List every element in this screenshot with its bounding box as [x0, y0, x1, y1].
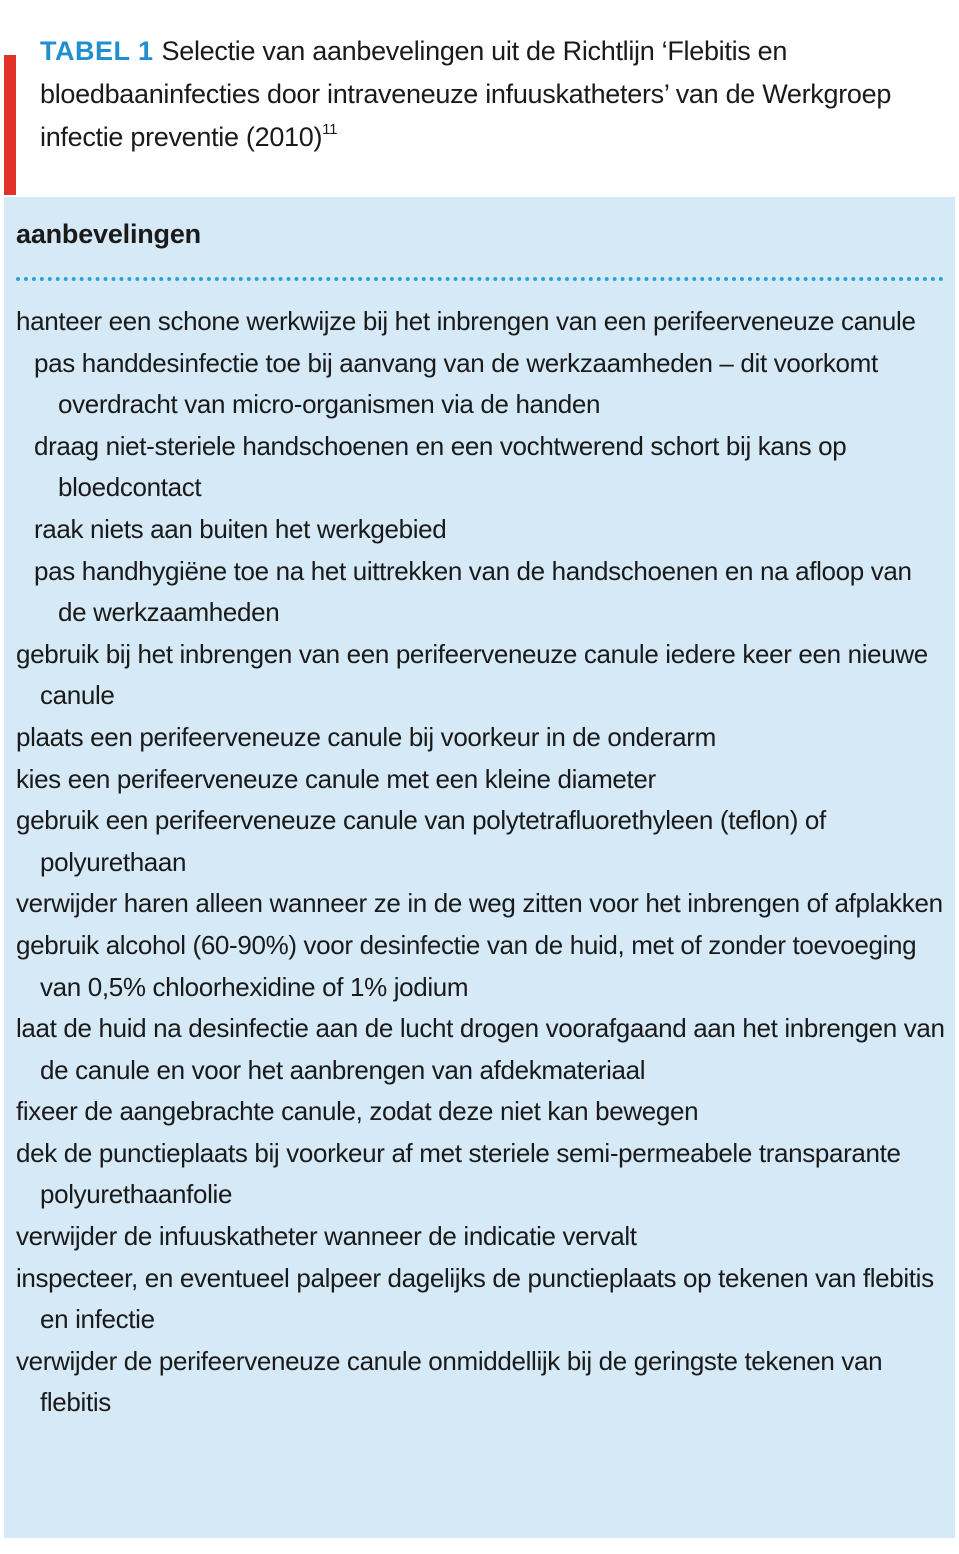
recommendation-subitem: raak niets aan buiten het werkgebied	[34, 513, 447, 544]
recommendations-panel	[4, 197, 955, 1538]
recommendation-item: inspecteer, en eventueel palpeer dagelijks de punctieplaats op tekenen van flebitis en infectie	[16, 1262, 934, 1335]
table-label: TABEL 1	[40, 36, 154, 66]
recommendation-item: gebruik alcohol (60-90%) voor desinfectie van de huid, met of zonder toevoeging van 0,5% chloorhexidine of 1% jodium	[16, 929, 917, 1002]
accent-bar	[4, 55, 16, 195]
footnote-ref: 11	[322, 121, 338, 138]
recommendation-item: verwijder haren alleen wanneer ze in de weg zitten voor het inbrengen of afplakken	[16, 888, 943, 919]
recommendation-item: dek de punctieplaats bij voorkeur af met steriele semi-permeabele transparante polyurethaanfolie	[16, 1137, 901, 1210]
recommendation-item: fixeer de aangebrachte canule, zodat deze niet kan bewegen	[16, 1096, 699, 1127]
dotted-divider	[16, 277, 944, 281]
recommendation-list	[16, 301, 946, 1424]
recommendation-subitem: pas handdesinfectie toe bij aanvang van de werkzaamheden – dit voorkomt overdracht van micro-organismen via de handen	[34, 347, 878, 420]
recommendation-item: hanteer een schone werkwijze bij het inbrengen van een perifeerveneuze canule	[16, 306, 916, 336]
column-header: aanbevelingen	[16, 219, 201, 249]
recommendation-item: gebruik bij het inbrengen van een perifeerveneuze canule iedere keer een nieuwe canule	[16, 638, 928, 711]
recommendation-item: laat de huid na desinfectie aan de lucht drogen voorafgaand aan het inbrengen van de canule en voor het aanbrengen van afdekmateriaal	[16, 1013, 945, 1085]
table-caption	[40, 30, 940, 159]
recommendation-subitem: pas handhygiëne toe na het uittrekken van de handschoenen en na afloop van de werkzaamheden	[34, 555, 912, 628]
recommendation-item: verwijder de perifeerveneuze canule onmiddellijk bij de geringste tekenen van flebitis	[16, 1345, 883, 1418]
recommendation-item: gebruik een perifeerveneuze canule van polytetrafluorethyleen (teflon) of polyurethaan	[16, 805, 826, 877]
recommendation-subitem: draag niet-steriele handschoenen en een vochtwerend schort bij kans op bloedcontact	[34, 430, 847, 503]
recommendation-item: verwijder de infuuskatheter wanneer de indicatie vervalt	[16, 1221, 637, 1252]
recommendation-item: kies een perifeerveneuze canule met een kleine diameter	[16, 763, 656, 794]
recommendation-item: plaats een perifeerveneuze canule bij voorkeur in de onderarm	[16, 721, 716, 752]
caption-text: Selectie van aanbevelingen uit de Richtlijn ‘Flebitis en bloedbaaninfecties door intraveneuze infuuskatheters’ van de Werkgroep infectie preventie (2010)	[40, 36, 892, 152]
